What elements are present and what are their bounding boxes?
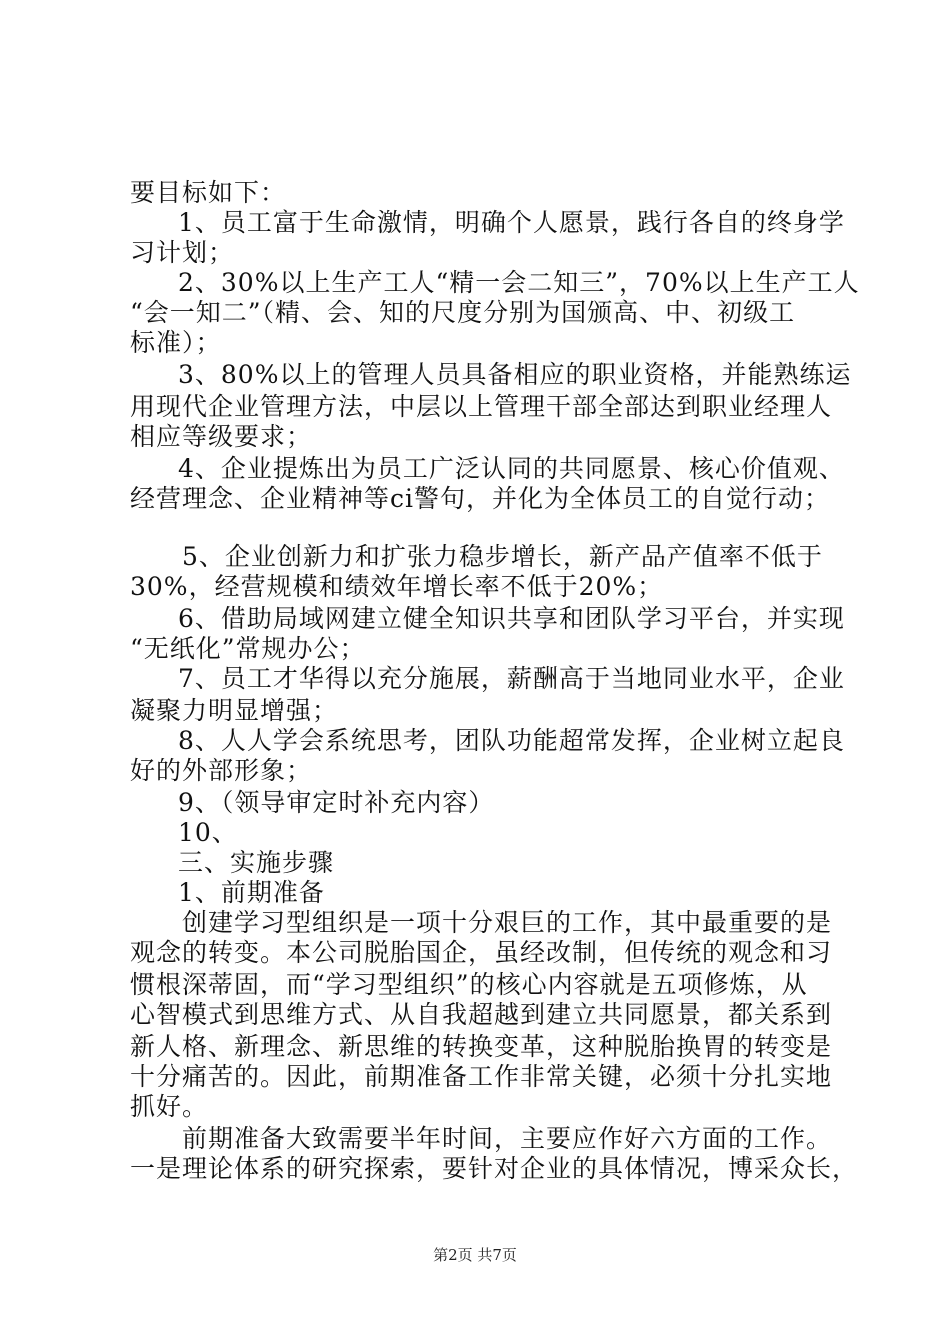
- section-heading: 三、实施步骤: [178, 848, 335, 877]
- text-line: 好的外部形象；: [130, 756, 313, 785]
- text-line: 一是理论体系的研究探索，要针对企业的具体情况，博采众长，: [130, 1154, 859, 1183]
- text-line: 心智模式到思维方式、从自我超越到建立共同愿景，都关系到: [130, 1000, 833, 1029]
- text-line: 习计划；: [130, 238, 235, 267]
- text-line: “会一知二”（精、会、知的尺度分别为国颁高、中、初级工: [130, 298, 796, 327]
- text-line: 1、员工富于生命激情，明确个人愿景，践行各自的终身学: [178, 208, 845, 237]
- text-line: 6、借助局域网建立健全知识共享和团队学习平台，并实现: [178, 604, 845, 633]
- text-line: 观念的转变。本公司脱胎国企，虽经改制，但传统的观念和习: [130, 938, 833, 967]
- text-line: 抓好。: [130, 1092, 209, 1121]
- text-line: 凝聚力明显增强；: [130, 696, 339, 725]
- text-line: 30%，经营规模和绩效年增长率不低于20%；: [130, 572, 664, 601]
- text-line: 3、80%以上的管理人员具备相应的职业资格，并能熟练运: [178, 360, 852, 389]
- text-line: 相应等级要求；: [130, 422, 313, 451]
- text-line: 10、: [178, 818, 238, 847]
- text-line: 9、（领导审定时补充内容）: [178, 788, 495, 817]
- text-line: 8、人人学会系统思考，团队功能超常发挥，企业树立起良: [178, 726, 845, 755]
- text-line: 用现代企业管理方法，中层以上管理干部全部达到职业经理人: [130, 392, 833, 421]
- subsection-heading: 1、前期准备: [178, 878, 325, 907]
- text-line: 7、员工才华得以充分施展，薪酬高于当地同业水平，企业: [178, 664, 845, 693]
- text-line: 创建学习型组织是一项十分艰巨的工作，其中最重要的是: [182, 908, 833, 937]
- text-line: 5、企业创新力和扩张力稳步增长，新产品产值率不低于: [182, 542, 823, 571]
- page-number-footer: 第2页 共7页: [433, 1246, 517, 1264]
- text-line: 2、30%以上生产工人“精一会二知三”，70%以上生产工人: [178, 268, 860, 297]
- text-line: 4、企业提炼出为员工广泛认同的共同愿景、核心价值观、: [178, 454, 845, 483]
- text-line: 标准）；: [130, 328, 222, 357]
- text-line: 前期准备大致需要半年时间，主要应作好六方面的工作。: [182, 1124, 833, 1153]
- text-line: 要目标如下：: [130, 178, 287, 207]
- text-line: 经营理念、企业精神等ci警句，并化为全体员工的自觉行动；: [130, 484, 830, 513]
- text-line: 新人格、新理念、新思维的转换变革，这种脱胎换胃的转变是: [130, 1032, 833, 1061]
- text-line: 惯根深蒂固，而“学习型组织”的核心内容就是五项修炼，从: [130, 970, 808, 999]
- text-line: “无纸化”常规办公；: [130, 634, 366, 663]
- text-line: 十分痛苦的。因此，前期准备工作非常关键，必须十分扎实地: [130, 1062, 833, 1091]
